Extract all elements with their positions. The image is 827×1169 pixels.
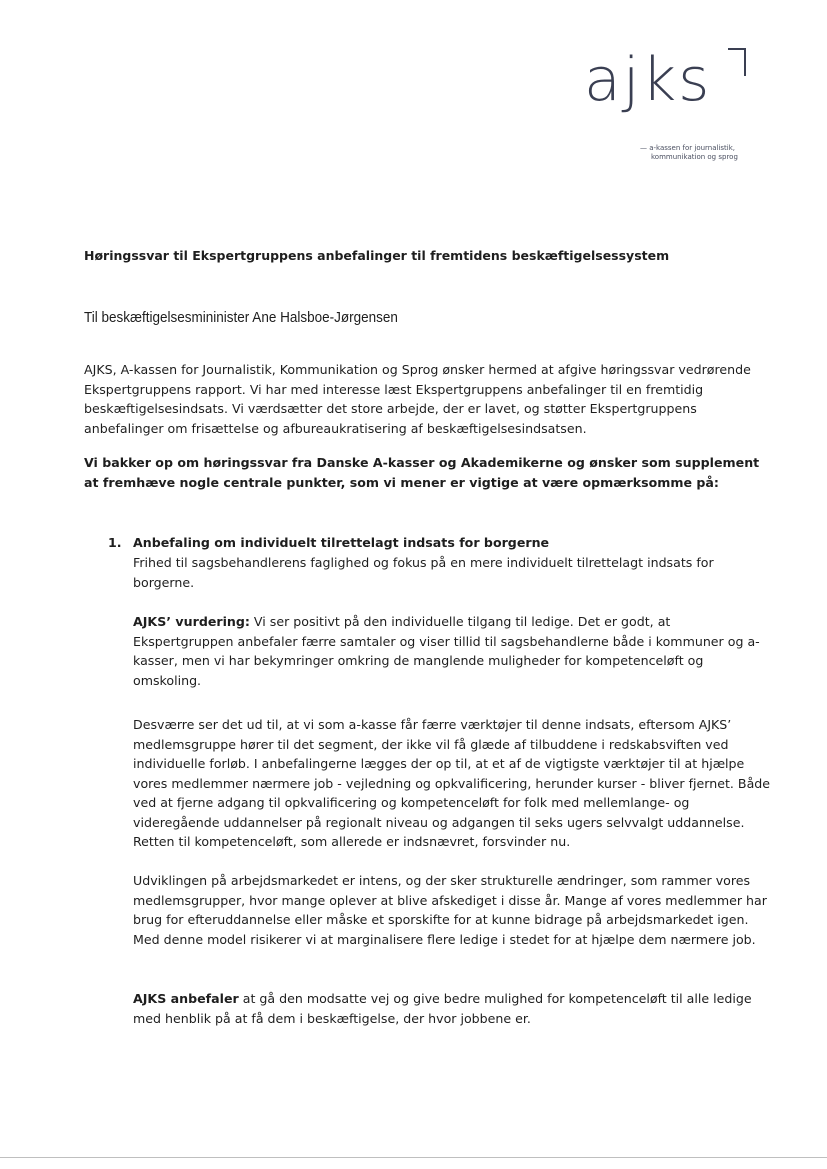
recommendation-paragraph bbox=[133, 989, 773, 1028]
assessment-paragraph bbox=[133, 612, 773, 690]
intro-paragraph: AJKS, A-kassen for Journalistik, Kommunikation og Sprog ønsker hermed at afgive høringssvar vedrørende Ekspertgruppens rapport. Vi har med interesse læst Ekspertgruppens anbefalinger til en fremtidig beskæftigelsesindsats. Vi værdsætter det store arbejde, der er lavet, og støtter Ekspertgruppens anbefalinger om frisættelse og afbureaukratisering af beskæftigelsesindsatsen. bbox=[84, 362, 751, 436]
list-item-title: Anbefaling om individuelt tilrettelagt indsats for borgerne bbox=[133, 535, 550, 550]
document-heading: Høringssvar til Ekspertgruppens anbefalinger til fremtidens beskæftigelsessystem bbox=[84, 248, 670, 263]
page-bottom-divider bbox=[0, 1157, 827, 1158]
recommend-label: AJKS anbefaler bbox=[133, 991, 239, 1006]
logo-corner-bracket-icon bbox=[728, 48, 746, 76]
list-number: 1. bbox=[108, 535, 122, 550]
list-item-subtitle: Frihed til sagsbehandlerens faglighed og fokus på en mere individuelt tilrettelagt indsats for borgerne. bbox=[133, 555, 714, 590]
logo-tagline bbox=[640, 144, 780, 162]
logo-wordmark: ajks bbox=[584, 45, 712, 115]
recommend-text: at gå den modsatte vej og give bedre mulighed for kompetenceløft til alle ledige med henblik på at få dem i beskæftigelse, der hvor jobbene er. bbox=[133, 991, 752, 1026]
logo-tagline-line1: — a-kassen for journalistik, bbox=[640, 144, 736, 152]
body-paragraph-2: Desværre ser det ud til, at vi som a-kasse får færre værktøjer til denne indsats, eftersom AJKS’ medlemsgruppe hører til det segment, der ikke vil få glæde af tilbuddene i redskabsviften ved individuelle forløb. I anbefalingerne lægges der op til, at et af de vigtigste værktøjer til at hjælpe vores medlemmer nærmere job - vejledning og opkvalificering, herunder kurser - bliver fjernet. Både ved at fjerne adgang til opkvalificering og kompetenceløft for folk med mellemlange- og videregående uddannelser på regionalt niveau og adgangen til seks ugers selvvalgt uddannelse. Retten til kompetenceløft, som allerede er indsnævret, forsvinder nu. bbox=[133, 717, 771, 849]
ajks-logo bbox=[580, 40, 760, 170]
body-paragraph-3: Udviklingen på arbejdsmarkedet er intens, og der sker strukturelle ændringer, som rammer vores medlemsgrupper, hvor mange oplever at blive afskediget i disse år. Mange af vores medlemmer har brug for efteruddannelse eller måske et sporskifte for at kunne bidrage på arbejdsmarkedet igen. Med denne model risikerer vi at marginalisere flere ledige i stedet for at hjælpe dem nærmere job. bbox=[133, 873, 767, 947]
assessment-text: Vi ser positivt på den individuelle tilgang til ledige. Det er godt, at Ekspertgruppen anbefaler færre samtaler og viser tillid til sagsbehandlerne både i kommuner og a-kasser, men vi har bekymringer omkring de manglende muligheder for kompetenceløft og omskoling. bbox=[133, 614, 760, 688]
support-paragraph: Vi bakker op om høringssvar fra Danske A-kasser og Akademikerne og ønsker som supplement at fremhæve nogle centrale punkter, som vi mener er vigtige at være opmærksomme på: bbox=[84, 455, 760, 490]
addressee-line: Til beskæftigelsesmininister Ane Halsboe-Jørgensen bbox=[84, 309, 398, 326]
assessment-label: AJKS’ vurdering: bbox=[133, 614, 250, 629]
logo-tagline-line2: kommunikation og sprog bbox=[651, 153, 738, 161]
